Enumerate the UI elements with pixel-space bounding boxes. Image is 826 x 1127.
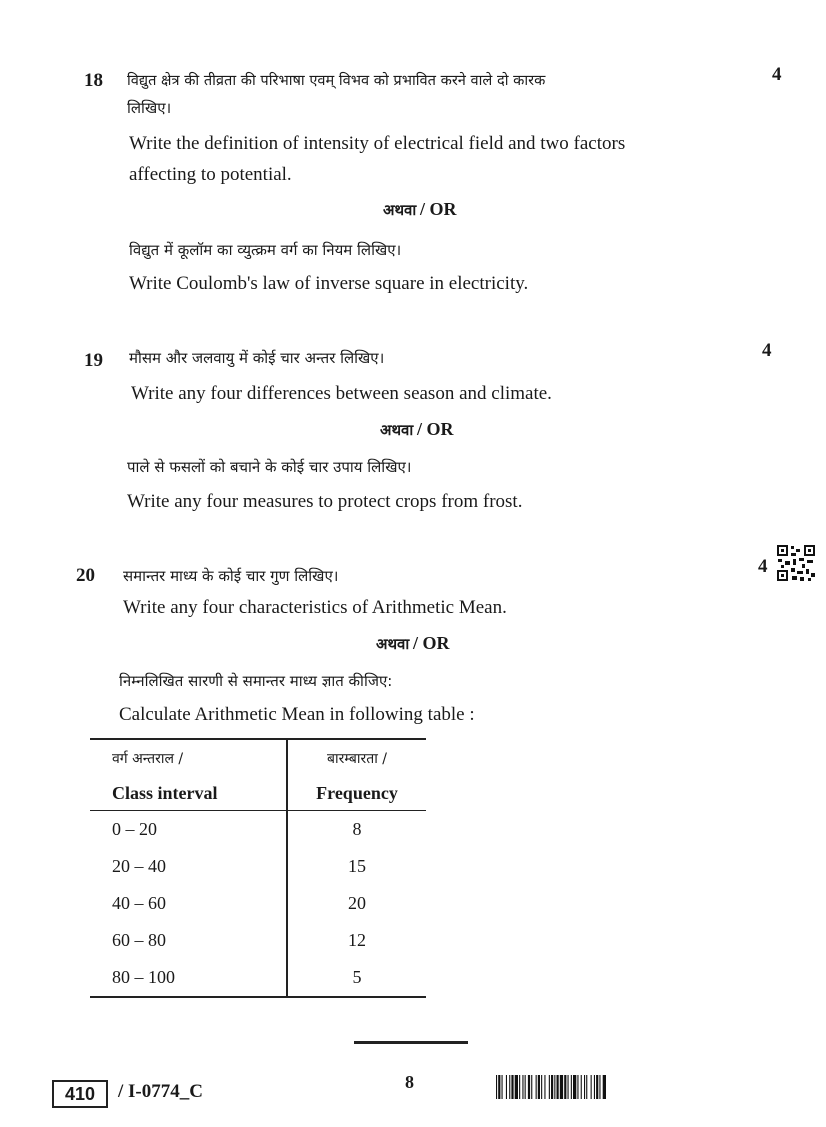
barcode-bar [568, 1075, 569, 1099]
class-interval-cell: 20 – 40 [90, 848, 287, 885]
barcode-bar [519, 1075, 520, 1099]
barcode-bar [596, 1075, 598, 1099]
question-text-english-cont: affecting to potential. [129, 164, 292, 185]
or-separator [376, 633, 450, 654]
barcode-bar [564, 1075, 566, 1099]
question-number: 20 [76, 565, 95, 586]
barcode-bar [603, 1075, 606, 1099]
barcode-bar [506, 1075, 507, 1099]
question-text-hindi: विद्युत क्षेत्र की तीव्रता की परिभाषा एवम् विभव को प्रभावित करने वाले दो कारक [127, 72, 546, 89]
barcode-icon [496, 1075, 682, 1099]
paper-code-box: 410 [52, 1080, 108, 1108]
question-text-english: Write the definition of intensity of electrical field and two factors [129, 133, 626, 154]
barcode-bar [515, 1075, 518, 1099]
or-separator [380, 419, 454, 440]
barcode-bar [591, 1075, 592, 1099]
barcode-bar [586, 1075, 587, 1099]
question-text-hindi: समान्तर माध्य के कोई चार गुण लिखिए। [123, 567, 339, 585]
barcode-bar [531, 1075, 532, 1099]
frequency-table [90, 738, 426, 998]
barcode-bar [528, 1075, 530, 1099]
class-interval-cell: 60 – 80 [90, 922, 287, 959]
header-class-interval-hindi: वर्ग अन्तराल / [90, 739, 287, 776]
barcode-bar [584, 1075, 585, 1099]
barcode-bar [599, 1075, 600, 1099]
question-marks: 4 [762, 340, 772, 361]
alternative-question-english: Calculate Arithmetic Mean in following table : [119, 704, 475, 725]
table-row [90, 848, 426, 885]
class-interval-cell: 40 – 60 [90, 885, 287, 922]
barcode-bar [577, 1075, 578, 1099]
barcode-bar [549, 1075, 550, 1099]
header-frequency-hindi: बारम्बारता / [287, 739, 426, 776]
table-row [90, 922, 426, 959]
barcode-bar [541, 1075, 542, 1099]
qr-code-icon [776, 544, 816, 582]
question-marks: 4 [758, 556, 768, 577]
barcode-bar [511, 1075, 513, 1099]
barcode-bar [581, 1075, 582, 1099]
frequency-cell: 15 [348, 856, 366, 876]
table-row [90, 959, 426, 997]
barcode-bar [594, 1075, 595, 1099]
barcode-bar [557, 1075, 559, 1099]
frequency-cell: 8 [352, 819, 362, 839]
alternative-question-hindi: विद्युत में कूलॉम का व्युत्क्रम वर्ग का नियम लिखिए। [129, 241, 402, 259]
barcode-bar [573, 1075, 576, 1099]
question-number: 18 [84, 70, 103, 91]
frequency-cell: 5 [287, 959, 426, 997]
question-marks: 4 [772, 64, 782, 85]
or-separator [383, 199, 457, 220]
page-number: 8 [405, 1072, 414, 1092]
alternative-question-hindi: पाले से फसलों को बचाने के कोई चार उपाय लिखिए। [127, 458, 412, 476]
alternative-question-hindi: निम्नलिखित सारणी से समान्तर माध्य ज्ञात कीजिए: [119, 672, 393, 690]
header-class-interval: Class interval [90, 776, 287, 811]
barcode-bar [498, 1075, 500, 1099]
footer-divider [354, 1041, 468, 1044]
barcode-bar [525, 1075, 526, 1099]
class-interval-cell: 80 – 100 [90, 959, 287, 997]
or-english: / OR [413, 633, 450, 653]
or-hindi: अथवा [383, 203, 417, 219]
question-text-hindi-cont: लिखिए। [127, 99, 172, 117]
or-hindi: अथवा [376, 637, 410, 653]
barcode-bar [538, 1075, 540, 1099]
table-row [90, 885, 426, 922]
or-english: / OR [420, 199, 457, 219]
or-english: / OR [417, 419, 454, 439]
class-interval-cell: 0 – 20 [90, 811, 287, 849]
paper-code: / I-0774_C [118, 1081, 203, 1102]
barcode-bar [522, 1075, 523, 1099]
header-frequency: Frequency [287, 776, 426, 811]
table-row [90, 811, 426, 849]
barcode-bar [560, 1075, 563, 1099]
barcode-bar [544, 1075, 545, 1099]
barcode-bar [502, 1075, 503, 1099]
question-text-english: Write any four characteristics of Arithmetic Mean. [123, 597, 507, 618]
barcode-bar [571, 1075, 572, 1099]
question-number: 19 [84, 350, 103, 371]
barcode-bar [536, 1075, 537, 1099]
barcode-bar [509, 1075, 510, 1099]
frequency-cell: 12 [348, 930, 366, 950]
barcode-bar [551, 1075, 553, 1099]
alternative-question-english: Write any four measures to protect crops from frost. [127, 491, 523, 512]
table-header-row-hindi [90, 739, 426, 776]
alternative-question-english: Write Coulomb's law of inverse square in electricity. [129, 273, 529, 294]
frequency-cell: 20 [348, 893, 366, 913]
or-hindi: अथवा [380, 423, 414, 439]
question-text-hindi: मौसम और जलवायु में कोई चार अन्तर लिखिए। [129, 349, 385, 367]
barcode-bar [496, 1075, 497, 1099]
barcode-bar [554, 1075, 555, 1099]
question-text-english: Write any four differences between season and climate. [131, 383, 552, 404]
table-header-row-english [90, 776, 426, 811]
